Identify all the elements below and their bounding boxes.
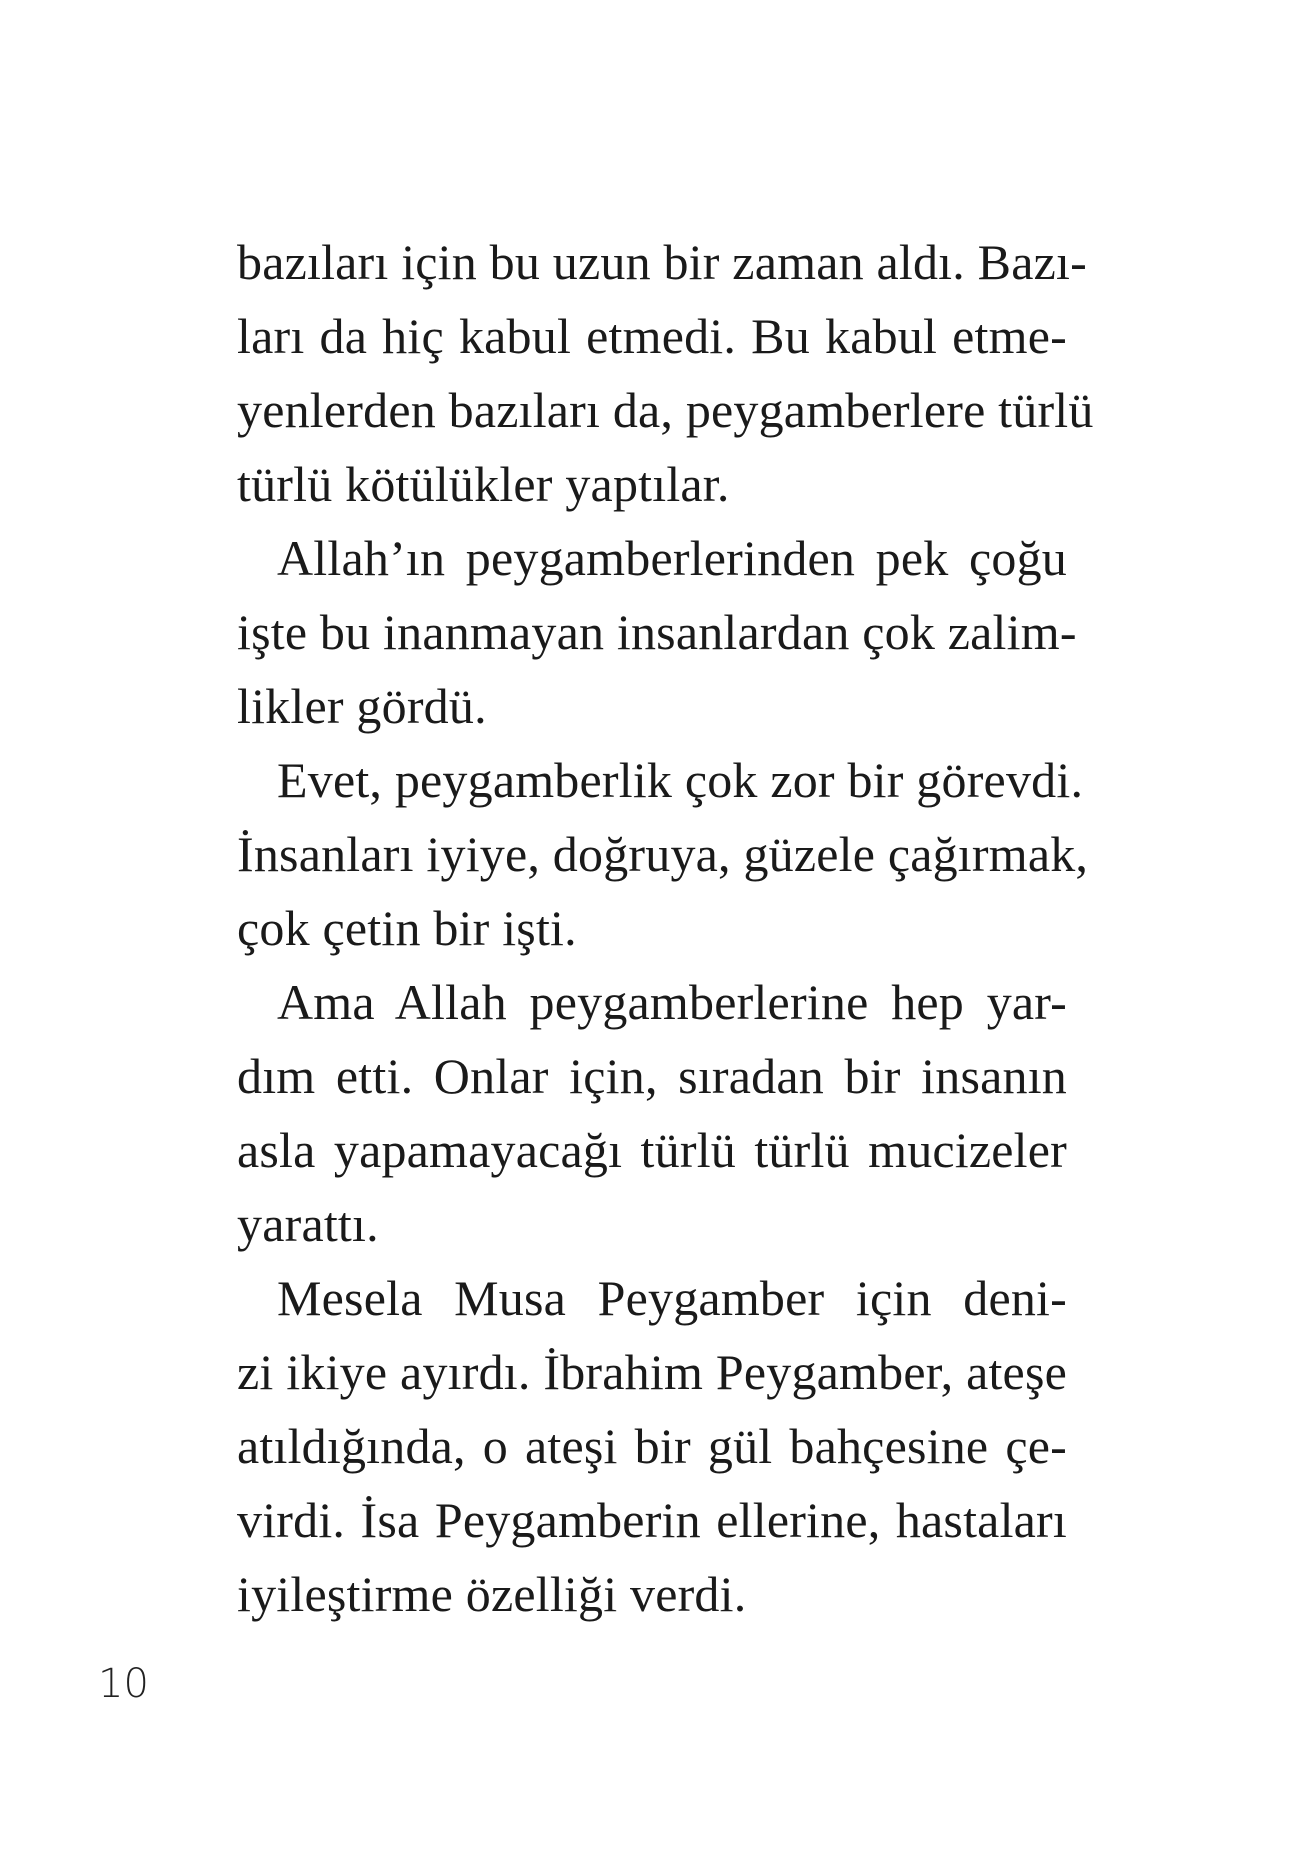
- page-number: 10: [98, 1661, 149, 1707]
- text-line: zi ikiye ayırdı. İbrahim Peygamber, ateşe: [237, 1344, 1067, 1400]
- text-line: Ama Allah peygamberlerine hep yar-: [277, 974, 1067, 1030]
- text-line: işte bu inanmayan insanlardan çok zalim-: [237, 604, 1077, 660]
- text-line: atıldığında, o ateşi bir gül bahçesine çe-: [237, 1418, 1067, 1474]
- text-line: ları da hiç kabul etmedi. Bu kabul etme-: [237, 308, 1067, 364]
- text-line: iyileştirme özelliği verdi.: [237, 1566, 747, 1622]
- text-line: Evet, peygamberlik çok zor bir görevdi.: [277, 752, 1084, 808]
- body-text: [237, 225, 1094, 1631]
- text-line: asla yapamayacağı türlü türlü mucizeler: [237, 1122, 1067, 1178]
- text-line: yenlerden bazıları da, peygamberlere türlü: [237, 382, 1094, 438]
- text-line: yarattı.: [237, 1196, 379, 1252]
- text-line: Allah’ın peygamberlerinden pek çoğu: [277, 530, 1067, 586]
- text-line: Mesela Musa Peygamber için deni-: [277, 1270, 1067, 1326]
- text-line: İnsanları iyiye, doğruya, güzele çağırmak,: [237, 826, 1089, 882]
- text-line: türlü kötülükler yaptılar.: [237, 456, 730, 512]
- text-line: likler gördü.: [237, 678, 487, 734]
- text-line: bazıları için bu uzun bir zaman aldı. Bazı-: [237, 234, 1087, 290]
- text-line: virdi. İsa Peygamberin ellerine, hastaları: [237, 1492, 1067, 1548]
- text-line: dım etti. Onlar için, sıradan bir insanın: [237, 1048, 1067, 1104]
- text-line: çok çetin bir işti.: [237, 900, 577, 956]
